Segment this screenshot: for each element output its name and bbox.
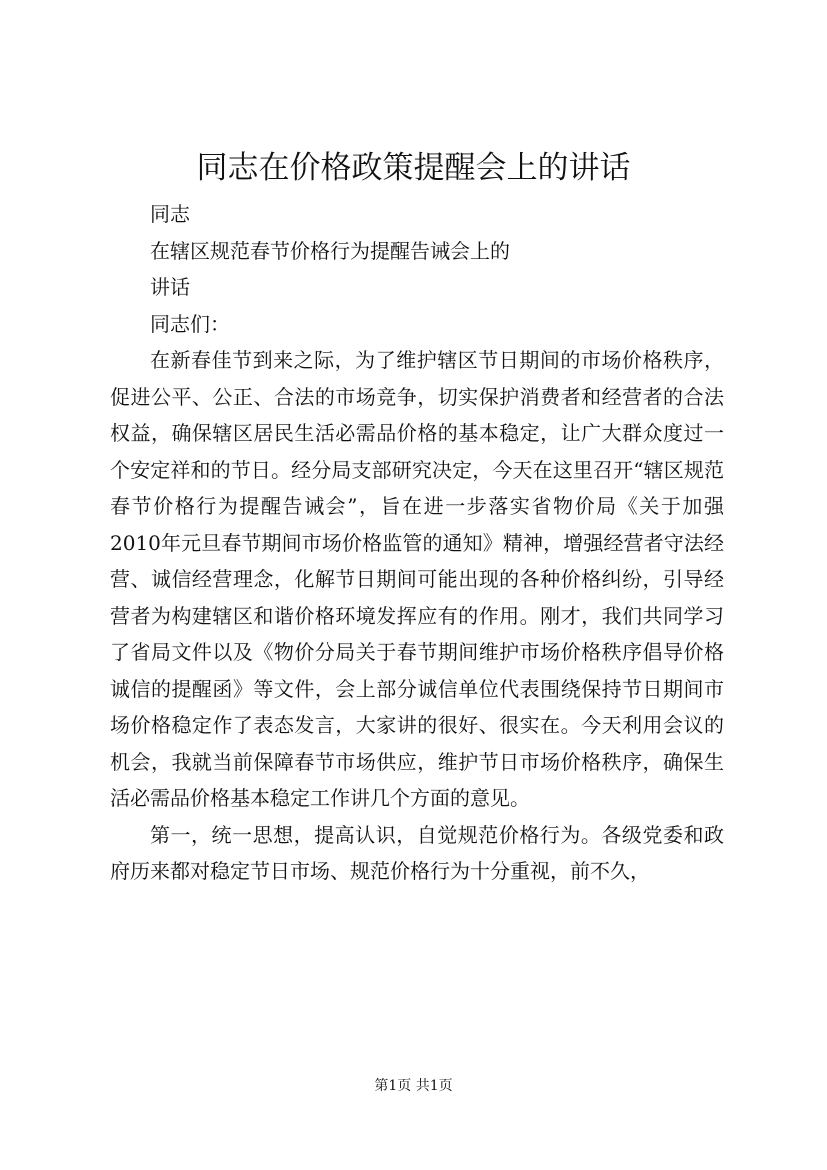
paragraph: 第一，统一思想，提高认识，自觉规范价格行为。各级党委和政府历来都对稳定节日市场、规范价格行为十分重视，前不久， — [110, 822, 724, 883]
paragraph: 同志 — [150, 202, 190, 226]
document-body — [110, 196, 724, 890]
page-number: 第1页 共1页 — [374, 1078, 453, 1094]
paragraph: 同志们： — [150, 311, 230, 336]
page-footer — [0, 1076, 827, 1096]
paragraph: 讲话 — [150, 275, 190, 299]
paragraph: 在辖区规范春节价格行为提醒告诫会上的 — [150, 238, 510, 263]
document-title: 同志在价格政策提醒会上的讲话 — [196, 150, 631, 186]
paragraph: 在新春佳节到来之际，为了维护辖区节日期间的市场价格秩序，促进公平、公正、合法的市场竞争，切实保护消费者和经营者的合法权益，确保辖区居民生活必需品价格的基本稳定，让广大群众度过一个安定祥和的节日。经分局支部研究决定，今天在这里召开“辖区规范春节价格行为提醒告诫会”，旨在进一步落实省物价局《关于加强2010年元旦春节期间市场价格监管的通知》精神，增强经营者守法经营、诚信经营理念，化解节日期间可能出现的各种价格纠纷，引导经营者为构建辖区和谐价格环境发挥应有的作用。刚才，我们共同学习了省局文件以及《物价分局关于春节期间维护市场价格秩序倡导价格诚信的提醒函》等文件，会上部分诚信单位代表围绕保持节日期间市场价格稳定作了表态发言，大家讲的很好、很实在。今天利用会议的机会，我就当前保障春节市场供应，维护节日市场价格秩序，确保生活必需品价格基本稳定工作讲几个方面的意见。 — [110, 348, 724, 810]
